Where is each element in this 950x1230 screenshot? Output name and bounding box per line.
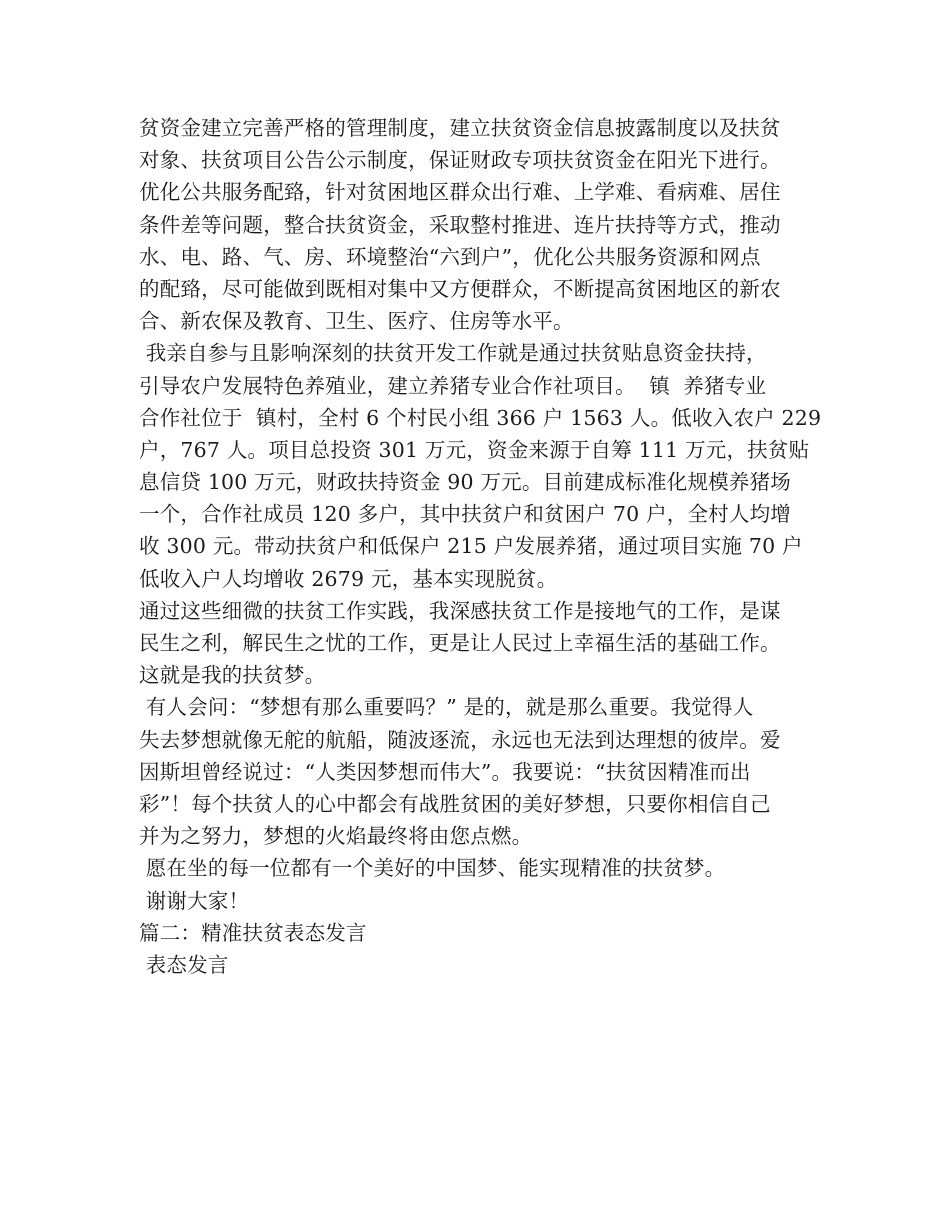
text-line: 低收入户人均增收 2679 元，基本实现脱贫。 <box>139 566 558 591</box>
text-line: 这就是我的扶贫梦。 <box>139 663 326 688</box>
text-line: 合作社位于 镇村，全村 6 个村民小组 366 户 1563 人。低收入农户 229 <box>139 405 822 430</box>
text-line: 的配臵，尽可能做到既相对集中又方便群众，不断提高贫困地区的新农 <box>139 276 781 301</box>
text-line: 愿在坐的每一位都有一个美好的中国梦、能实现精准的扶贫梦。 <box>139 856 726 881</box>
text-line: 谢谢大家！ <box>139 888 250 913</box>
text-line: 户，767 人。项目总投资 301 万元，资金来源于自筹 111 万元，扶贫贴 <box>139 437 810 462</box>
text-line: 彩”！每个扶贫人的心中都会有战胜贫困的美好梦想，只要你相信自己 <box>139 791 771 816</box>
text-line: 合、新农保及教育、卫生、医疗、住房等水平。 <box>139 309 574 334</box>
text-line: 民生之利，解民生之忧的工作，更是让人民过上幸福生活的基础工作。 <box>139 631 781 655</box>
text-line: 对象、扶贫项目公告公示制度，保证财政专项扶贫资金在阳光下进行。 <box>139 148 781 173</box>
text-line: 水、电、路、气、房、环境整治“六到户”，优化公共服务资源和网点 <box>139 244 761 269</box>
text-line: 条件差等问题，整合扶贫资金，采取整村推进、连片扶持等方式，推动 <box>139 212 781 237</box>
section-heading: 篇二：精准扶贫表态发言 <box>139 920 367 945</box>
text-line: 贫资金建立完善严格的管理制度，建立扶贫资金信息披露制度以及扶贫 <box>139 116 781 140</box>
text-line: 引导农户发展特色养殖业，建立养猪专业合作社项目。 镇 养猪专业 <box>139 373 767 398</box>
text-line: 失去梦想就像无舵的航船，随波逐流，永远也无法到达理想的彼岸。爱 <box>139 727 781 752</box>
text-line: 优化公共服务配臵，针对贫困地区群众出行难、上学难、看病难、居住 <box>139 180 781 205</box>
text-line: 一个，合作社成员 120 多户，其中扶贫户和贫困户 70 户，全村人均增 <box>139 502 791 527</box>
text-line: 有人会问：“梦想有那么重要吗？” 是的，就是那么重要。我觉得人 <box>139 695 754 720</box>
subsection-heading: 表态发言 <box>139 952 229 977</box>
text-line: 因斯坦曾经说过：“人类因梦想而伟大”。我要说：“扶贫因精准而出 <box>139 759 751 784</box>
text-line: 收 300 元。带动扶贫户和低保户 215 户发展养猪，通过项目实施 70 户 <box>139 534 803 559</box>
text-line: 我亲自参与且影响深刻的扶贫开发工作就是通过扶贫贴息资金扶持， <box>139 341 767 366</box>
text-line: 并为之努力，梦想的火焰最终将由您点燃。 <box>139 824 533 849</box>
text-line: 息信贷 100 万元，财政扶持资金 90 万元。目前建成标准化规模养猪场 <box>139 470 791 495</box>
document-text <box>139 112 822 981</box>
text-line: 通过这些细微的扶贫工作实践，我深感扶贫工作是接地气的工作，是谋 <box>139 598 781 623</box>
